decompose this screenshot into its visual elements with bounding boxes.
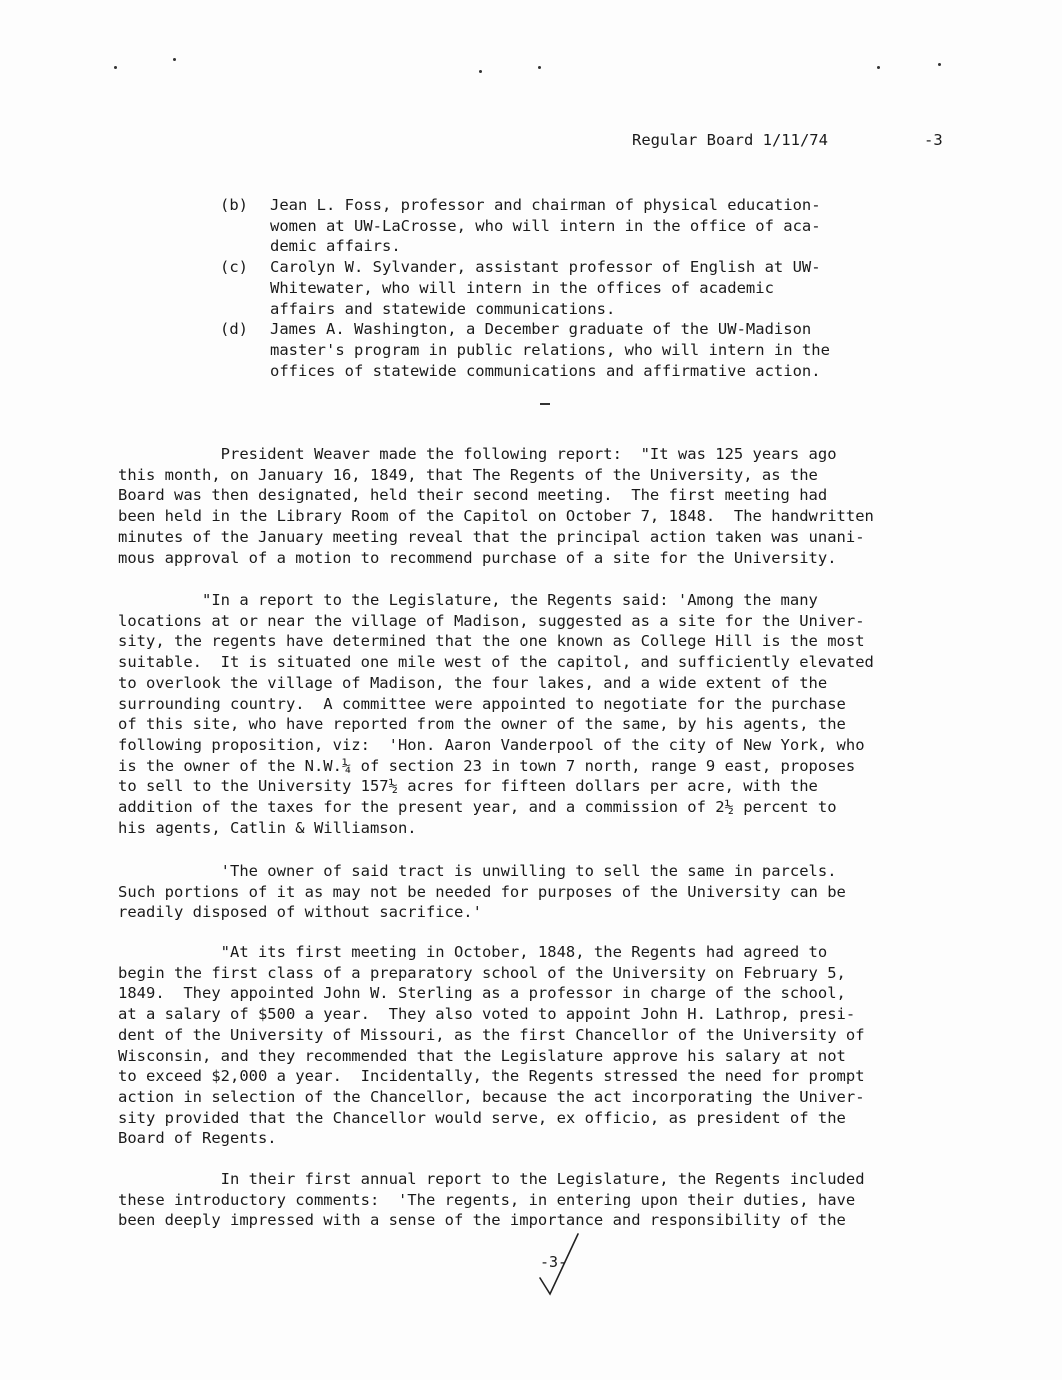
list-item-label: (c) — [220, 258, 248, 277]
paragraph: "In a report to the Legislature, the Regents said: 'Among the many locations at or near the village of Madison, suggested as a site for the Univer- sity, the regents have determined that the one known as College Hill is the most suitable. It is situated one mile west of the capitol, and sufficiently elevated to overlook the village of Madison, the four lakes, and a wide extent of the surrounding country. A committee were appointed to negotiate for the purchase of this site, who have reported from the owner of the same, by his agents, the following proposition, viz: 'Hon. Aaron Vanderpool of the city of New York, who is the owner of the N.W.¼ of section 23 in town 7 north, range 9 east, proposes to sell to the University 157½ acres for fifteen dollars per acre, with the addition of the taxes for the present year, and a commission of 2½ percent to his agents, Catlin & Williamson. — [118, 591, 874, 837]
list-item-text: Jean L. Foss, professor and chairman of physical education- women at UW-LaCrosse, who will intern in the office of aca- demic affairs. — [270, 196, 821, 256]
intern-list — [220, 195, 910, 381]
scan-speck — [938, 63, 941, 66]
scan-speck — [877, 66, 880, 69]
paragraph: In their first annual report to the Legislature, the Regents included these introductory comments: 'The regents, in entering upon their duties, have been deeply impressed with a sense of the importance and responsibility of the — [118, 1170, 865, 1230]
list-item-text: Carolyn W. Sylvander, assistant professor of English at UW- Whitewater, who will intern in the offices of academic affairs and statewide communications. — [270, 258, 821, 318]
list-item-label: (d) — [220, 320, 248, 339]
paragraph: "At its first meeting in October, 1848, the Regents had agreed to begin the first class of a preparatory school of the University on February 5, 1849. They appointed John W. Sterling as a professor in charge of the school, at a salary of $500 a year. They also voted to appoint John H. Lathrop, presi- dent of the University of Missouri, as the first Chancellor of the University of Wisconsin, and they recommended that the Legislature approve his salary at not to exceed $2,000 a year. Incidentally, the Regents stressed the need for prompt action in selection of the Chancellor, because the act incorporating the Univer- sity provided that the Chancellor would serve, ex officio, as president of the Board of Regents. — [118, 943, 865, 1148]
scan-speck — [114, 66, 117, 69]
list-item — [220, 195, 910, 257]
list-item — [220, 257, 910, 319]
list-item-label: (b) — [220, 196, 248, 214]
header-page-number: -3 — [924, 131, 943, 149]
section-divider — [540, 403, 550, 405]
scan-speck — [173, 58, 176, 61]
header-title: Regular Board 1/11/74 — [632, 131, 828, 149]
paragraph: President Weaver made the following report: "It was 125 years ago this month, on January 16, 1849, that The Regents of the University, as the Board was then designated, held their second meeting. The first meeting had been held in the Library Room of the Capitol on October 7, 1848. The handwritten minutes of the January meeting reveal that the principal action taken was unani- mous approval of a motion to recommend purchase of a site for the University. — [118, 445, 874, 567]
paragraph: 'The owner of said tract is unwilling to sell the same in parcels. Such portions of it as may not be needed for purposes of the University can be readily disposed of without sacrifice.' — [118, 862, 846, 922]
scan-speck — [479, 70, 482, 73]
footer-page-number: -3- — [540, 1253, 568, 1271]
list-item-text: James A. Washington, a December graduate of the UW-Madison master's program in public relations, who will intern in the offices of statewide communications and affirmative action. — [270, 320, 830, 380]
list-item — [220, 319, 910, 381]
scan-speck — [538, 66, 541, 69]
